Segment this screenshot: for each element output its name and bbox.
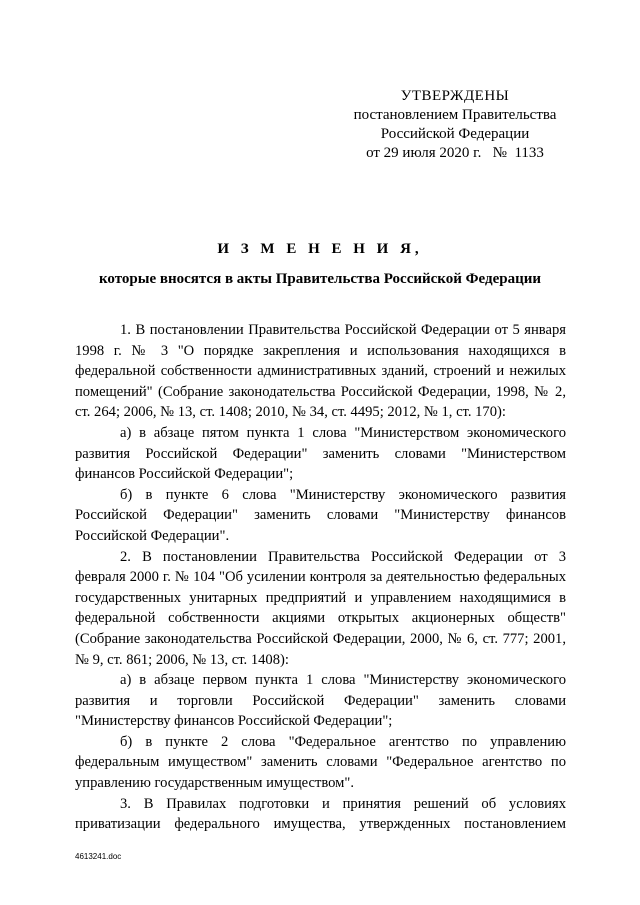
paragraph-1a: а) в абзаце пятом пункта 1 слова "Министерством экономического развития Российской Федерации" заменить словами "Министерством финансов Российской Федерации"; [75,424,566,483]
document-body [75,320,566,835]
paragraph-1b: б) в пункте 6 слова "Министерству экономического развития Российской Федерации" заменить словами "Министерству финансов Российской Федерации". [75,486,566,544]
paragraph-3: 3. В Правилах подготовки и принятия решений об условиях приватизации федерального имущества, утвержденных постановлением [75,795,566,833]
document-heading [60,238,580,289]
approval-line-3: от 29 июля 2020 г. № 1133 [366,145,544,161]
approval-title: УТВЕРЖДЕНЫ [400,88,510,104]
paragraph-1: 1. В постановлении Правительства Российской Федерации от 5 января 1998 г. № 3 "О порядке закрепления и использования находящихся в федеральной собственности административных зданий, строений и нежилых помещений" (Собрание законодательства Российской Федерации, 1998, № 2, ст. 264; 2006, № 13, ст. 1408; 2010, № 34, ст. 4495; 2012, № 1, ст. 170): [75,322,566,421]
heading-title: И З М Е Н Е Н И Я, [217,241,423,257]
approval-line-2: Российской Федерации [380,126,530,142]
approval-line-1: постановлением Правительства [353,107,557,123]
heading-subtitle: которые вносятся в акты Правительства Российской Федерации [98,271,542,287]
paragraph-2: 2. В постановлении Правительства Российской Федерации от 3 февраля 2000 г. № 104 "Об усилении контроля за деятельностью федеральных государственных унитарных предприятий и управлением находящимися в федеральной собственности акциями открытых акционерных обществ" (Собрание законодательства Российской Федерации, 2000, № 6, ст. 777; 2001, № 9, ст. 861; 2006, № 13, ст. 1408): [75,548,566,668]
approval-block [330,87,580,163]
footer-doc-id: 4613241.doc [75,852,122,861]
paragraph-2a: а) в абзаце первом пункта 1 слова "Министерству экономического развития и торговли Российской Федерации" заменить словами "Министерству финансов Российской Федерации"; [75,672,566,730]
paragraph-2b: б) в пункте 2 слова "Федеральное агентство по управлению федеральным имуществом" заменить словами "Федеральное агентство по управлению государственным имуществом". [75,733,566,792]
